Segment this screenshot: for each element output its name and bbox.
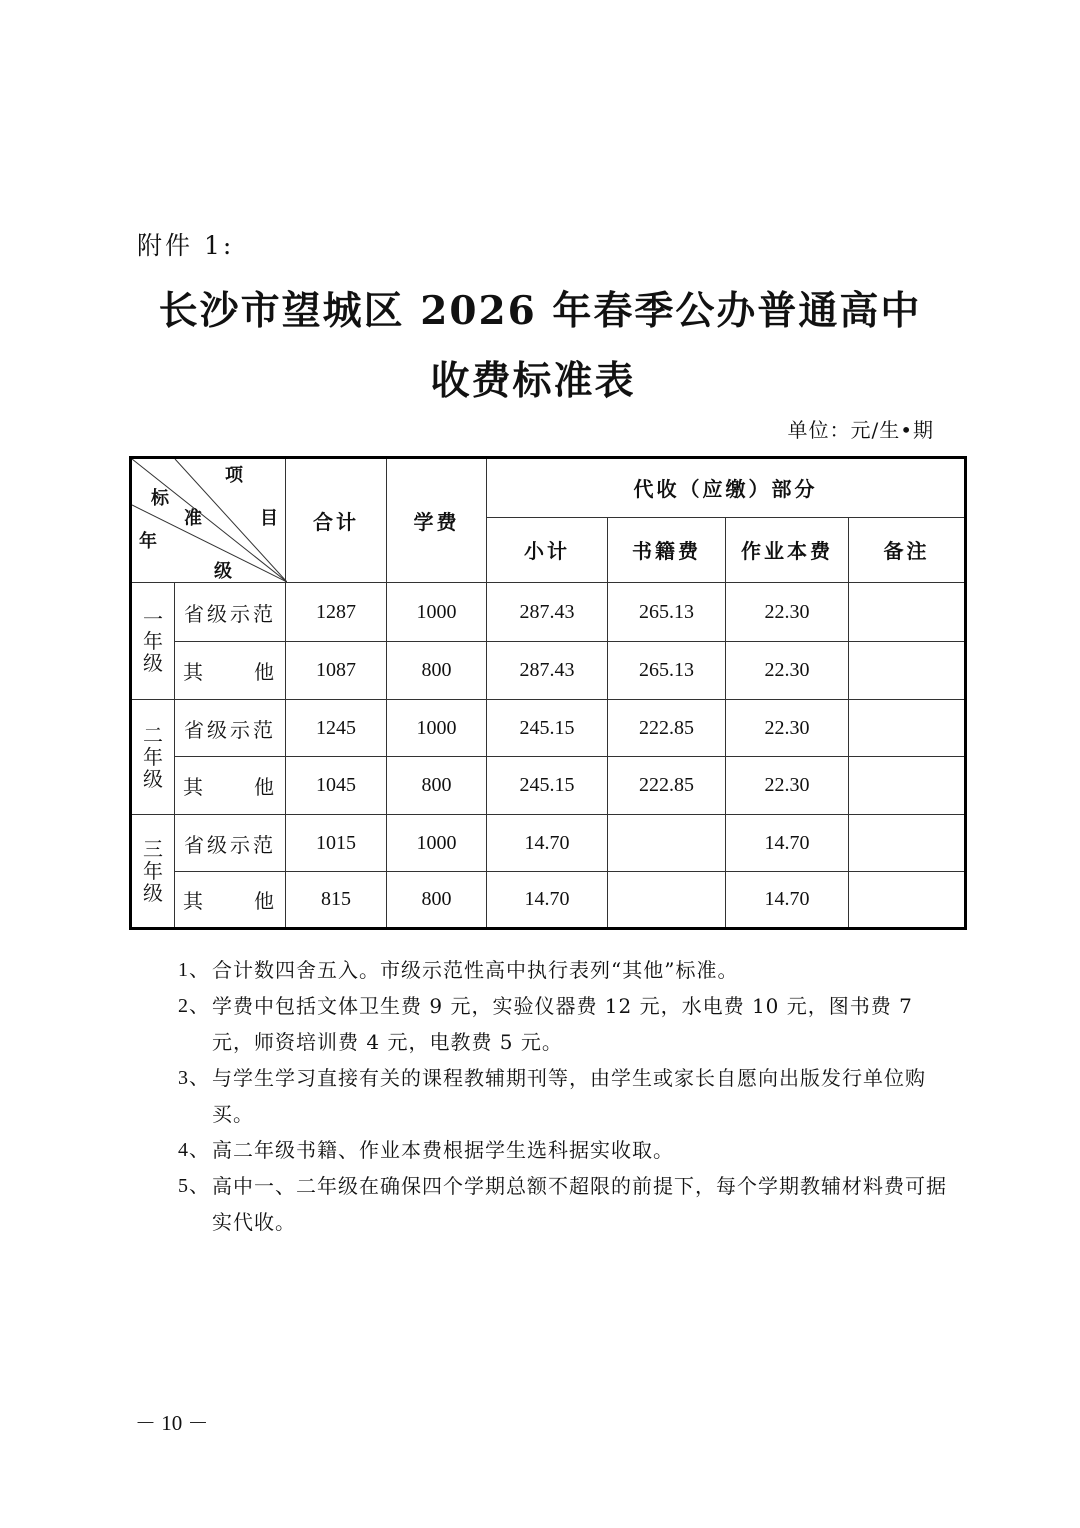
subtotal-cell: 287.43 [487,642,608,700]
header-subtotal: 小计 [487,517,608,582]
grade-label-2: 二 年 级 [131,700,175,815]
table-row [131,872,966,929]
remarks-cell [849,757,966,815]
total-cell: 1087 [286,642,387,700]
tuition-cell: 1000 [387,583,487,642]
total-cell: 1287 [286,583,387,642]
notes-list [178,952,948,1240]
diagonal-header-cell [131,458,286,583]
books-cell: 222.85 [608,700,726,757]
table-row [131,815,966,872]
page-number: － 10 － [135,1411,209,1435]
table-row [131,583,966,642]
workbooks-cell: 14.70 [726,872,849,929]
table-row [131,642,966,700]
diag-label-zhun: 准 [184,508,202,529]
unit-label: 单位：元/生•期 [787,418,934,442]
category-cell: 其 他 [175,642,286,700]
attachment-label: 附件 1: [137,231,235,260]
category-cell: 其 他 [175,872,286,929]
diag-label-mu: 目 [260,508,278,529]
category-cell: 省级示范 [175,815,286,872]
title-line-2: 收费标准表 [430,358,636,404]
workbooks-cell: 22.30 [726,757,849,815]
note-item: 2、 学费中包括文体卫生费 9 元，实验仪器费 12 元，水电费 10 元，图书费 7 元，师资培训费 4 元，电教费 5 元。 [178,994,913,1054]
fee-standard-table [129,456,967,930]
books-cell [608,815,726,872]
subtotal-cell: 14.70 [487,872,608,929]
note-item: 3、 与学生学习直接有关的课程教辅期刊等，由学生或家长自愿向出版发行单位购买。 [178,1066,926,1126]
books-cell [608,872,726,929]
subtotal-cell: 14.70 [487,815,608,872]
remarks-cell [849,815,966,872]
header-books: 书籍费 [608,517,726,582]
header-remarks: 备注 [849,517,966,582]
diag-label-xiang: 项 [225,465,243,486]
tuition-cell: 1000 [387,815,487,872]
category-cell: 其 他 [175,757,286,815]
note-item: 1、 合计数四舍五入。市级示范性高中执行表列“其他”标准。 [178,958,739,982]
header-total: 合计 [286,458,387,583]
remarks-cell [849,700,966,757]
diag-label-biao: 标 [151,488,169,509]
note-item: 4、 高二年级书籍、作业本费根据学生选科据实收取。 [178,1138,674,1162]
table-row [131,700,966,757]
remarks-cell [849,583,966,642]
workbooks-cell: 22.30 [726,583,849,642]
total-cell: 815 [286,872,387,929]
total-cell: 1015 [286,815,387,872]
category-cell: 省级示范 [175,583,286,642]
subtotal-cell: 287.43 [487,583,608,642]
workbooks-cell: 14.70 [726,815,849,872]
title-line-1: 长沙市望城区 2026 年春季公办普通高中 [158,288,922,334]
header-workbooks: 作业本费 [726,517,849,582]
workbooks-cell: 22.30 [726,700,849,757]
diag-label-ji: 级 [214,561,232,582]
diag-label-nian: 年 [139,531,157,552]
table-row [131,757,966,815]
grade-label-1: 一 年 级 [131,583,175,700]
books-cell: 222.85 [608,757,726,815]
remarks-cell [849,642,966,700]
total-cell: 1045 [286,757,387,815]
tuition-cell: 800 [387,642,487,700]
header-tuition: 学费 [387,458,487,583]
tuition-cell: 800 [387,757,487,815]
tuition-cell: 1000 [387,700,487,757]
books-cell: 265.13 [608,642,726,700]
header-collected: 代收（应缴）部分 [487,458,966,518]
subtotal-cell: 245.15 [487,700,608,757]
total-cell: 1245 [286,700,387,757]
workbooks-cell: 22.30 [726,642,849,700]
category-cell: 省级示范 [175,700,286,757]
grade-label-3: 三 年 级 [131,815,175,929]
tuition-cell: 800 [387,872,487,929]
subtotal-cell: 245.15 [487,757,608,815]
note-item: 5、 高中一、二年级在确保四个学期总额不超限的前提下，每个学期教辅材料费可据实代收。 [178,1174,947,1234]
remarks-cell [849,872,966,929]
books-cell: 265.13 [608,583,726,642]
